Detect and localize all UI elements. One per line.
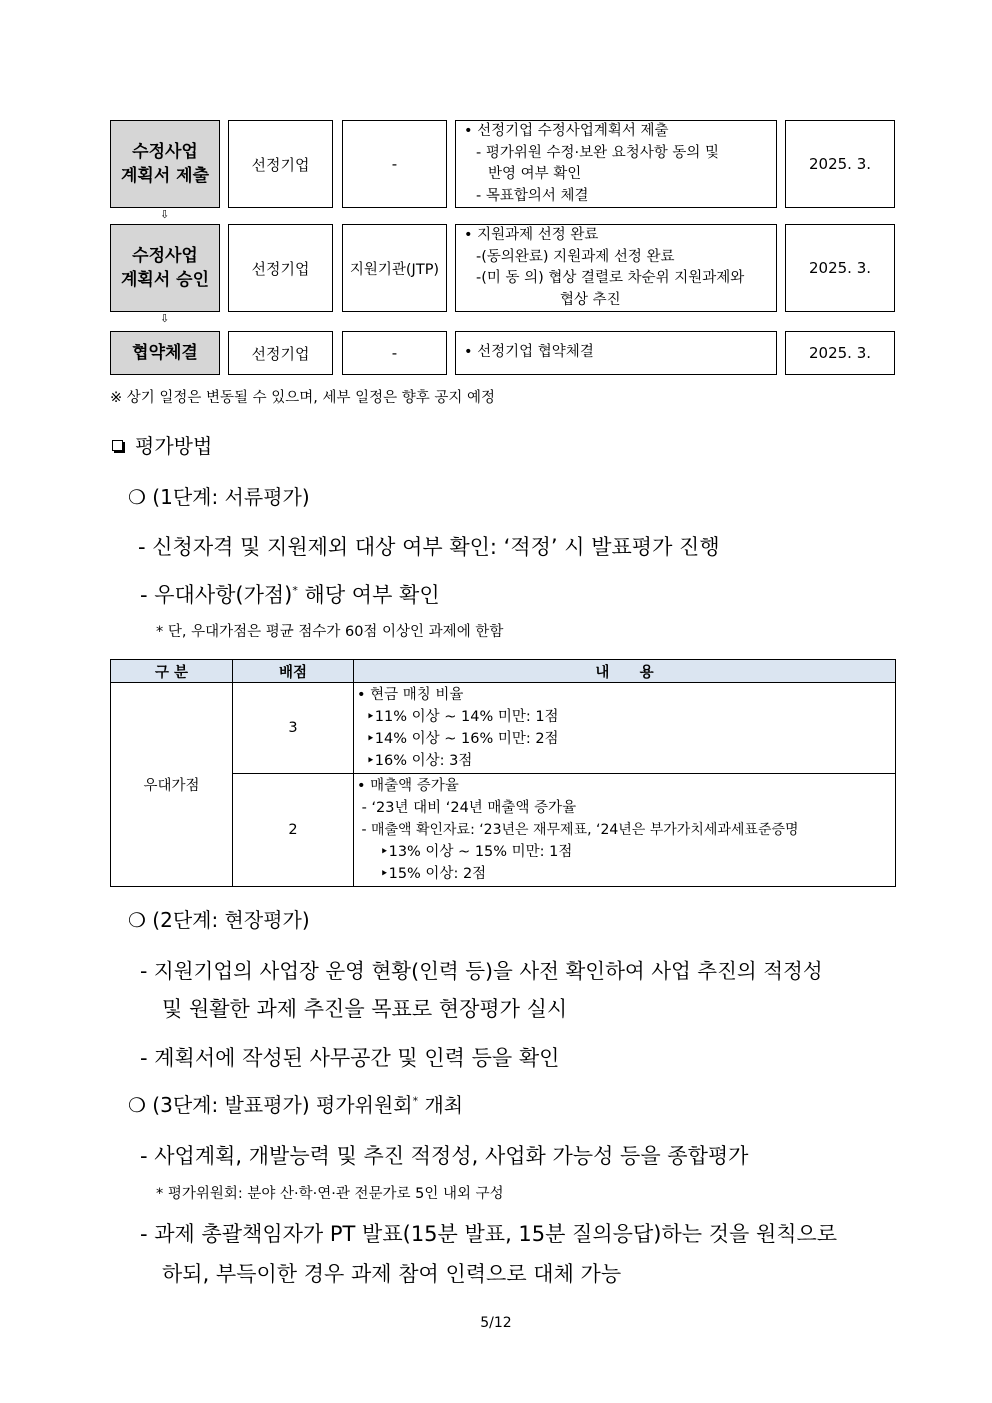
date-cell: 2025. 3.: [785, 224, 895, 312]
detail-cell: [455, 120, 777, 208]
content-line: ‣16% 이상: 3점: [357, 753, 473, 769]
content-line: • 매출액 증가율: [357, 778, 459, 794]
stage2-bullet-2: - 계획서에 작성된 사무공간 및 인력 등을 확인: [140, 1046, 560, 1070]
content-cell: [354, 774, 896, 887]
stage-label: 수정사업: [132, 142, 198, 162]
stage-box-revised-plan-submit: [110, 120, 220, 208]
stage3-bullet-2-line-1: - 과제 총괄책임자가 PT 발표(15분 발표, 15분 질의응답)하는 것을 원칙으로: [140, 1222, 838, 1246]
content-line: - 매출액 확인자료: ‘23년은 재무제표, ‘24년은 부가가치세과세표준증명: [357, 822, 799, 838]
detail-line: • 지원과제 선정 완료: [464, 227, 599, 243]
stage-box-agreement: [110, 331, 220, 375]
date-cell: 2025. 3.: [785, 331, 895, 375]
detail-cell: [455, 331, 777, 375]
content-line: ‣14% 이상 ~ 16% 미만: 2점: [357, 731, 559, 747]
detail-line: -(동의완료) 지원과제 선정 완료: [476, 248, 675, 265]
score-cell: 3: [233, 683, 354, 774]
date-cell: 2025. 3.: [785, 120, 895, 208]
actor-cell: 선정기업: [228, 331, 333, 375]
partner-cell: -: [342, 331, 447, 375]
stage-label: 수정사업: [132, 246, 198, 266]
down-arrow-icon: ⇩: [160, 312, 170, 325]
stage1-bullet-1: - 신청자격 및 지원제외 대상 여부 확인: ‘적정’ 시 발표평가 진행: [138, 535, 720, 559]
stage3-bullet-2-line-2: 하되, 부득이한 경우 과제 참여 인력으로 대체 가능: [162, 1262, 622, 1286]
stage3-bullet-1: - 사업계획, 개발능력 및 추진 적정성, 사업화 가능성 등을 종합평가: [140, 1144, 749, 1168]
square-bullet-icon: [112, 440, 123, 451]
detail-line: 협상 추진: [560, 291, 621, 308]
down-arrow-icon: ⇩: [160, 208, 170, 221]
section-title: 평가방법: [112, 430, 212, 459]
table-header: 배점: [233, 660, 354, 683]
actor-cell: 선정기업: [228, 224, 333, 312]
detail-line: -(미 동 의) 협상 결렬로 차순위 지원과제와: [476, 270, 745, 286]
detail-line: - 평가위원 수정·보완 요청사항 동의 및: [476, 144, 719, 161]
schedule-note: ※ 상기 일정은 변동될 수 있으며, 세부 일정은 향후 공지 예정: [110, 390, 496, 406]
detail-cell: [455, 224, 777, 312]
stage1-title: ❍ (1단계: 서류평가): [128, 485, 310, 509]
partner-cell: 지원기관(JTP): [342, 224, 447, 312]
partner-cell: -: [342, 120, 447, 208]
stage-label: 계획서 승인: [120, 270, 210, 290]
stage-label: 계획서 제출: [120, 166, 210, 186]
stage2-bullet-1-line-1: - 지원기업의 사업장 운영 현황(인력 등)을 사전 확인하여 사업 추진의 적정성: [140, 959, 823, 983]
stage1-bullet-2: - 우대사항(가점)* 해당 여부 확인: [140, 583, 440, 607]
table-header: 내 용: [354, 660, 896, 683]
stage1-note: * 단, 우대가점은 평균 점수가 60점 이상인 과제에 한함: [156, 624, 504, 640]
detail-line: • 선정기업 수정사업계획서 제출: [464, 123, 669, 139]
page-number: 5/12: [480, 1315, 512, 1331]
stage3-title: ❍ (3단계: 발표평가) 평가위원회* 개최: [128, 1093, 464, 1117]
detail-line: • 선정기업 협약체결: [464, 344, 594, 361]
detail-line: 반영 여부 확인: [488, 166, 582, 182]
stage2-title: ❍ (2단계: 현장평가): [128, 908, 310, 932]
content-line: ‣11% 이상 ~ 14% 미만: 1점: [357, 709, 559, 725]
content-line: ‣15% 이상: 2점: [357, 866, 487, 882]
stage3-note: * 평가위원회: 분야 산·학·연·관 전문가로 5인 내외 구성: [156, 1186, 504, 1202]
content-line: • 현금 매칭 비율: [357, 687, 464, 703]
bonus-points-table: [110, 659, 896, 887]
stage-label: 협약체결: [132, 343, 198, 363]
score-cell: 2: [233, 774, 354, 887]
stage2-bullet-1-line-2: 및 원활한 과제 추진을 목표로 현장평가 실시: [162, 997, 568, 1021]
content-cell: [354, 683, 896, 774]
stage-box-revised-plan-approve: [110, 224, 220, 312]
table-header: 구 분: [111, 660, 233, 683]
content-line: ‣13% 이상 ~ 15% 미만: 1점: [357, 844, 573, 860]
category-cell: 우대가점: [111, 683, 233, 887]
content-line: - ‘23년 대비 ‘24년 매출액 증가율: [357, 800, 577, 816]
actor-cell: 선정기업: [228, 120, 333, 208]
detail-line: - 목표합의서 체결: [476, 187, 589, 204]
